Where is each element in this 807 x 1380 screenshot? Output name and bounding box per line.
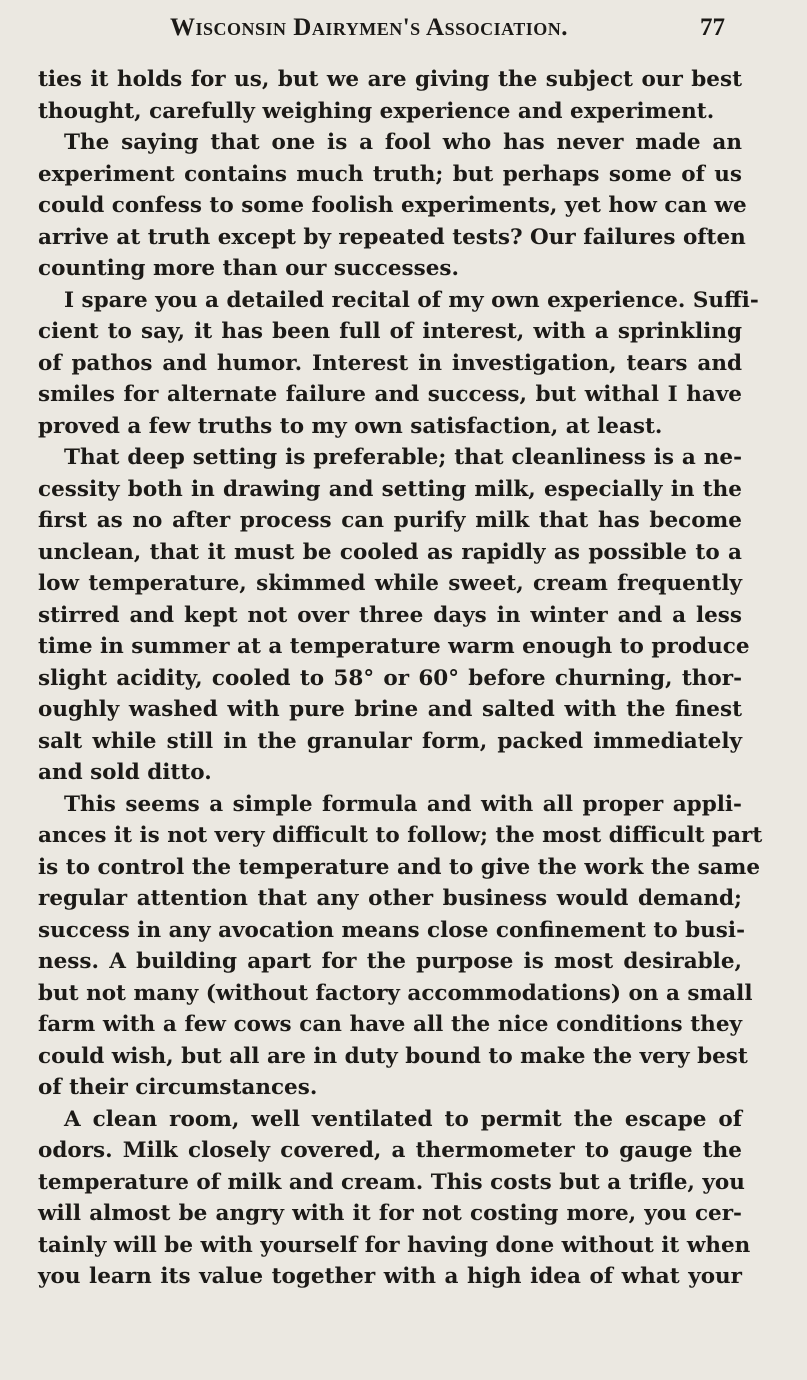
text-line: oughly washed with pure brine and salted with the finest <box>38 697 742 722</box>
text-line: smiles for alternate failure and success, but withal I have <box>38 382 742 407</box>
text-line: ances it is not very difficult to follow; the most difficult part <box>38 823 763 848</box>
text-line: ties it holds for us, but we are giving the subject our best <box>38 67 742 92</box>
text-line: odors. Milk closely covered, a thermometer to gauge the <box>38 1138 742 1163</box>
text-line: ness. A building apart for the purpose is most desirable, <box>38 949 742 974</box>
text-line: slight acidity, cooled to 58° or 60° before churning, thor- <box>38 665 742 691</box>
text-line: A clean room, well ventilated to permit the escape of <box>64 1106 742 1132</box>
text-line: proved a few truths to my own satisfaction, at least. <box>38 413 663 439</box>
text-line: temperature of milk and cream. This costs but a trifle, you <box>38 1169 745 1195</box>
text-line: The saying that one is a fool who has never made an <box>64 130 742 155</box>
text-line: cessity both in drawing and setting milk, especially in the <box>38 476 742 502</box>
paragraph <box>38 1104 751 1293</box>
text-line: thought, carefully weighing experience and experiment. <box>38 98 715 124</box>
text-line: regular attention that any other business would demand; <box>38 886 742 911</box>
text-line: time in summer at a temperature warm enough to produce <box>38 634 750 659</box>
text-line: stirred and kept not over three days in winter and a less <box>38 602 742 628</box>
text-line: arrive at truth except by repeated tests? Our failures often <box>38 224 746 250</box>
text-line: but not many (without factory accommodations) on a small <box>38 980 753 1006</box>
text-line: and sold ditto. <box>38 760 212 785</box>
text-line: low temperature, skimmed while sweet, cream frequently <box>38 571 742 596</box>
text-line: could wish, but all are in duty bound to make the very best <box>38 1043 748 1069</box>
text-line: salt while still in the granular form, packed immediately <box>38 728 742 754</box>
text-line: is to control the temperature and to give the work the same <box>38 854 761 880</box>
text-line: of their circumstances. <box>38 1075 318 1100</box>
text-line: unclean, that it must be cooled as rapidly as possible to a <box>38 539 742 565</box>
page-number: 77 <box>700 14 725 41</box>
paragraph <box>38 64 742 127</box>
text-line: cient to say, it has been full of interest, with a sprinkling <box>38 319 742 344</box>
text-line: you learn its value together with a high idea of what your <box>38 1264 742 1289</box>
text-line: will almost be angry with it for not costing more, you cer- <box>38 1201 742 1226</box>
paragraph <box>38 285 759 443</box>
text-line: first as no after process can purify milk that has become <box>38 508 742 533</box>
text-line: farm with a few cows can have all the nice conditions they <box>38 1012 742 1037</box>
text-line: This seems a simple formula and with all proper appli- <box>64 791 742 817</box>
text-line: counting more than our successes. <box>38 256 459 281</box>
text-line: experiment contains much truth; but perhaps some of us <box>38 161 742 187</box>
running-head: Wisconsin Dairymen's Association. <box>170 14 569 41</box>
paragraph <box>38 789 763 1104</box>
text-line: success in any avocation means close confinement to busi- <box>38 917 746 943</box>
text-line: I spare you a detailed recital of my own experience. Suffi- <box>64 287 759 313</box>
text-line: tainly will be with yourself for having done without it when <box>38 1232 751 1258</box>
paragraph <box>38 442 750 789</box>
text-line: That deep setting is preferable; that cleanliness is a ne- <box>64 445 742 470</box>
body-text <box>38 64 763 1293</box>
text-line: could confess to some foolish experiments, yet how can we <box>38 193 747 218</box>
paragraph <box>38 127 747 285</box>
text-line: of pathos and humor. Interest in investigation, tears and <box>38 350 742 376</box>
